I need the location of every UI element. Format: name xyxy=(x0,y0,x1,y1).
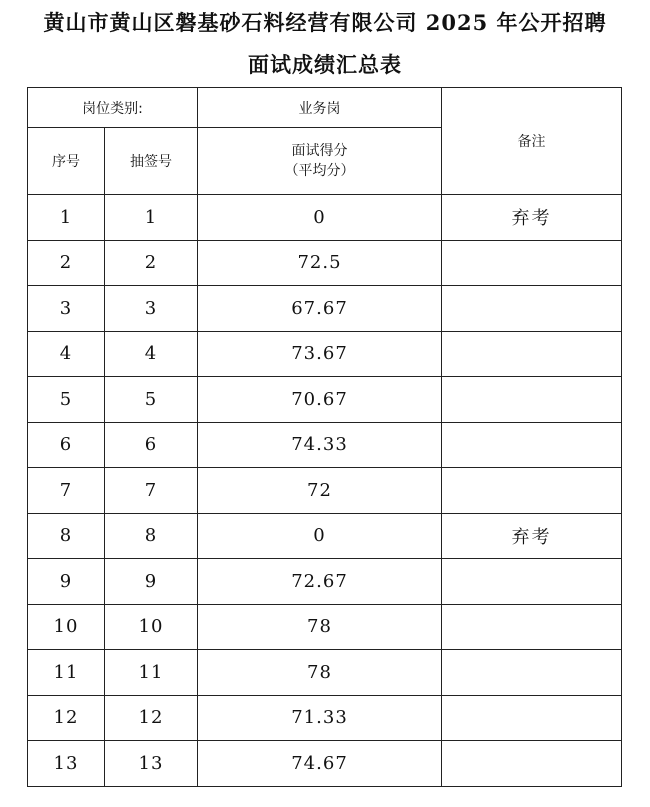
draw-number-cell: 8 xyxy=(105,513,198,559)
remark-cell xyxy=(442,377,622,423)
seq-cell: 7 xyxy=(28,468,105,514)
remarks-header: 备注 xyxy=(442,88,622,195)
remark-cell xyxy=(442,741,622,787)
draw-number-cell: 10 xyxy=(105,604,198,650)
remark-cell xyxy=(442,422,622,468)
draw-number-cell: 2 xyxy=(105,240,198,286)
score-table xyxy=(27,87,622,787)
remark-cell xyxy=(442,240,622,286)
table-row xyxy=(28,240,622,286)
seq-cell: 1 xyxy=(28,195,105,241)
draw-number-cell: 1 xyxy=(105,195,198,241)
seq-cell: 6 xyxy=(28,422,105,468)
table-row xyxy=(28,695,622,741)
table-row xyxy=(28,286,622,332)
seq-cell: 5 xyxy=(28,377,105,423)
score-header-line2: （平均分） xyxy=(284,163,355,179)
score-cell: 78 xyxy=(198,650,442,696)
score-cell: 74.67 xyxy=(198,741,442,787)
table-row xyxy=(28,331,622,377)
remark-cell xyxy=(442,650,622,696)
table-row xyxy=(28,604,622,650)
remark-cell xyxy=(442,468,622,514)
draw-number-cell: 5 xyxy=(105,377,198,423)
score-header xyxy=(198,128,442,195)
score-cell: 72.67 xyxy=(198,559,442,605)
seq-cell: 13 xyxy=(28,741,105,787)
seq-cell: 9 xyxy=(28,559,105,605)
table-row xyxy=(28,559,622,605)
score-cell: 67.67 xyxy=(198,286,442,332)
seq-cell: 4 xyxy=(28,331,105,377)
remark-cell xyxy=(442,331,622,377)
table-row xyxy=(28,741,622,787)
score-header-line1: 面试得分 xyxy=(291,143,348,159)
table-row xyxy=(28,650,622,696)
table-row xyxy=(28,422,622,468)
table-row xyxy=(28,377,622,423)
seq-cell: 2 xyxy=(28,240,105,286)
score-cell: 0 xyxy=(198,195,442,241)
seq-cell: 12 xyxy=(28,695,105,741)
seq-cell: 11 xyxy=(28,650,105,696)
header-row-1 xyxy=(28,88,622,128)
remark-cell: 弃考 xyxy=(442,195,622,241)
score-cell: 71.33 xyxy=(198,695,442,741)
draw-number-cell: 13 xyxy=(105,741,198,787)
position-type-value: 业务岗 xyxy=(198,88,442,128)
draw-number-cell: 6 xyxy=(105,422,198,468)
table-row xyxy=(28,195,622,241)
seq-cell: 8 xyxy=(28,513,105,559)
score-cell: 72 xyxy=(198,468,442,514)
score-cell: 74.33 xyxy=(198,422,442,468)
document-title: 黄山市黄山区磐基砂石料经营有限公司 2025 年公开招聘 xyxy=(43,10,607,35)
table-row xyxy=(28,468,622,514)
score-cell: 0 xyxy=(198,513,442,559)
document-subtitle: 面试成绩汇总表 xyxy=(248,52,402,77)
seq-cell: 10 xyxy=(28,604,105,650)
score-cell: 78 xyxy=(198,604,442,650)
score-cell: 73.67 xyxy=(198,331,442,377)
draw-number-cell: 4 xyxy=(105,331,198,377)
score-cell: 72.5 xyxy=(198,240,442,286)
draw-number-cell: 11 xyxy=(105,650,198,696)
draw-number-cell: 7 xyxy=(105,468,198,514)
seq-header: 序号 xyxy=(28,128,105,195)
draw-number-cell: 12 xyxy=(105,695,198,741)
draw-number-cell: 9 xyxy=(105,559,198,605)
table-row xyxy=(28,513,622,559)
draw-number-cell: 3 xyxy=(105,286,198,332)
remark-cell xyxy=(442,695,622,741)
score-cell: 70.67 xyxy=(198,377,442,423)
remark-cell xyxy=(442,604,622,650)
remark-cell xyxy=(442,286,622,332)
draw-number-header: 抽签号 xyxy=(105,128,198,195)
remark-cell xyxy=(442,559,622,605)
remark-cell: 弃考 xyxy=(442,513,622,559)
position-type-label: 岗位类别: xyxy=(28,88,198,128)
seq-cell: 3 xyxy=(28,286,105,332)
